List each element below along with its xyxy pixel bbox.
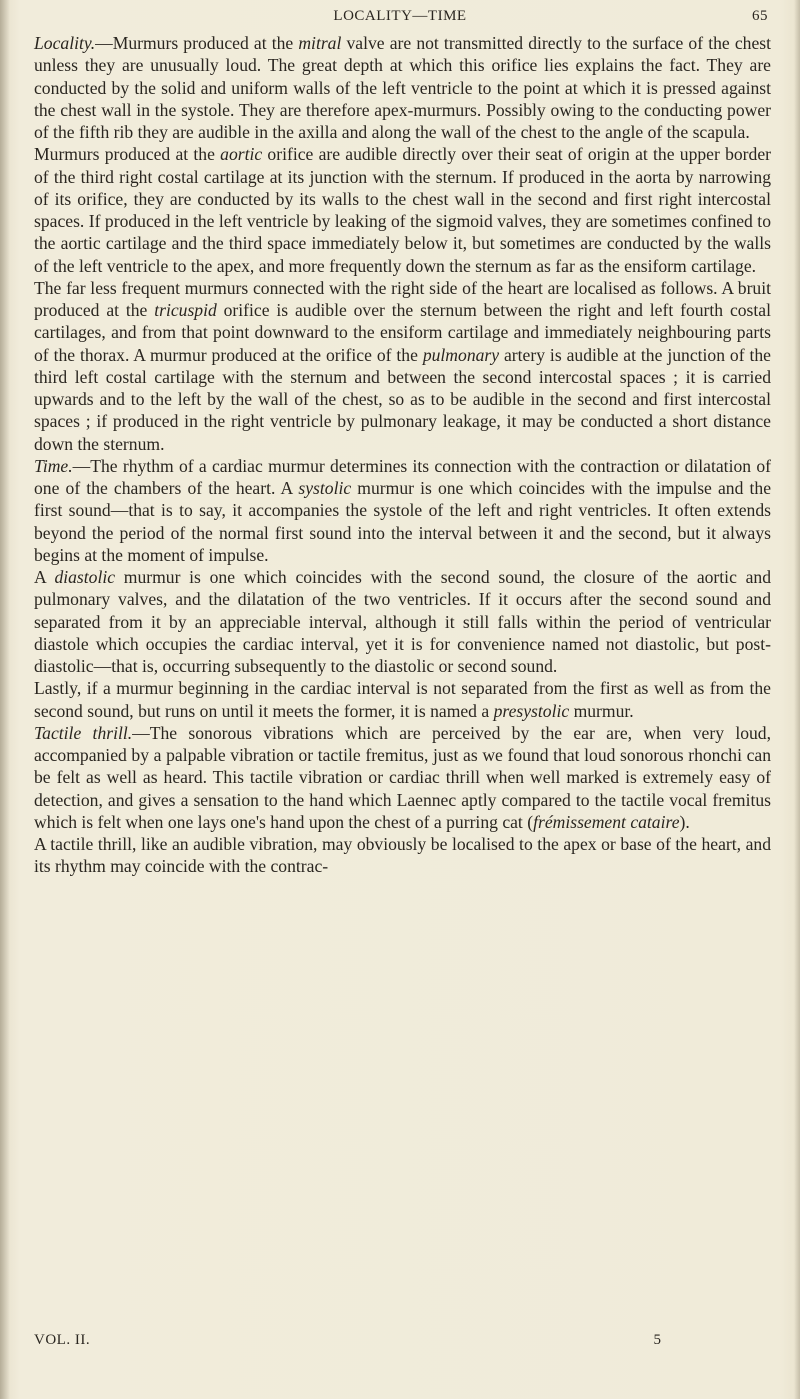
paragraph	[34, 833, 771, 878]
text-run: orifice is audible over the sternum between the right and left fourth costal cartilages, and from that point downward to the ensiform cartilage and immediately neighbouring parts of the thorax. A murmur produced at the orifice of the	[34, 300, 771, 365]
paragraph	[34, 722, 771, 833]
text-run: valve are not transmitted directly to the surface of the chest unless they are unusually loud. The great depth at which this orifice lies explains the fact. They are conducted by the solid and uniform walls of the left ventricle to the point at which it is pressed against the chest wall in the systole. They are therefore apex-murmurs. Possibly owing to the conducting power of the fifth rib they are audible in the axilla and along the wall of the chest to the angle of the scapula.	[34, 33, 771, 142]
signature-mark: 5	[653, 1332, 661, 1348]
page-gutter-shadow	[0, 0, 10, 1399]
italic-run: pulmonary	[422, 344, 500, 365]
text-run: murmur.	[569, 700, 634, 721]
paragraph	[34, 143, 771, 277]
body-text	[34, 32, 771, 878]
italic-run: tricuspid	[154, 300, 217, 320]
paragraph	[34, 277, 771, 455]
text-run: Murmurs produced at the	[34, 144, 221, 165]
page-number: 65	[752, 8, 768, 24]
text-run: murmur is one which coincides with the second sound, the closure of the aortic and pulmonary valves, and the dilatation of the two ventricles. If it occurs after the second sound and separated from it by an appreciable interval, although it still falls within the period of ventricular diastole which occupies the cardiac interval, yet it is for convenience named not diastolic, but post-diastolic—that is, occurring subsequently to the diastolic or second sound.	[34, 567, 771, 676]
running-head	[0, 8, 800, 30]
volume-label: VOL. II.	[34, 1332, 91, 1348]
paragraph	[34, 677, 771, 722]
text-run: ).	[679, 811, 690, 832]
italic-run: Tactile thrill.	[34, 722, 133, 743]
page-edge-shadow	[794, 0, 800, 1399]
text-run: —Murmurs produced at the	[95, 33, 299, 53]
italic-run: Locality.	[34, 33, 96, 53]
italic-run: systolic	[298, 478, 352, 498]
text-run: —The sonorous vibrations which are perceived by the ear are, when very loud, accompanied by a palpable vibration or tactile fremitus, just as we found that loud sonorous rhonchi can be felt as well as heard. This tactile vibration or cardiac thrill when well marked is extremely easy of detection, and gives a sensation to the hand which Laennec aptly compared to the tactile vocal fremitus which is felt when one lays one's hand upon the chest of a purring cat (	[34, 722, 771, 832]
text-run: Lastly, if a murmur beginning in the cardiac interval is not separated from the first as well as from the second sound, but runs on until it meets the former, it is named a	[34, 678, 771, 721]
italic-run: mitral	[298, 33, 342, 53]
paragraph	[34, 455, 771, 566]
italic-run: Time.	[34, 455, 73, 476]
text-run: The far less frequent murmurs connected with the right side of the heart are localised as follows. A bruit produced at the	[34, 277, 771, 320]
text-run: A tactile thrill, like an audible vibration, may obviously be localised to the apex or base of the heart, and its rhythm may coincide with the contrac-	[34, 834, 771, 877]
italic-run: aortic	[220, 144, 263, 165]
paragraph	[34, 32, 771, 143]
paragraph	[34, 566, 771, 677]
page-footer	[34, 1332, 771, 1354]
running-head-title: LOCALITY—TIME	[333, 8, 467, 24]
italic-run: presystolic	[493, 700, 570, 721]
italic-run: diastolic	[54, 567, 116, 587]
text-run: —The rhythm of a cardiac murmur determines its connection with the contraction or dilatation of one of the chambers of the heart. A	[34, 455, 771, 498]
text-run: artery is audible at the junction of the third left costal cartilage with the sternum and between the second intercostal spaces ; it is carried upwards and to the left by the wall of the chest, so as to be audible in the second and first intercostal spaces ; if produced in the right ventricle by pulmonary leakage, it may be conducted a short distance down the sternum.	[34, 344, 771, 454]
text-run: A	[34, 567, 55, 587]
text-run: murmur is one which coincides with the impulse and the first sound—that is to say, it accompanies the systole of the left and right ventricles. It often extends beyond the period of the normal first sound into the interval between it and the second, but it always begins at the moment of impulse.	[34, 478, 771, 565]
italic-run: frémissement cataire	[533, 811, 680, 832]
text-run: orifice are audible directly over their seat of origin at the upper border of the third right costal cartilage at its junction with the sternum. If produced in the aorta by narrowing of its orifice, they are conducted by its walls to the chest wall in the second and first right intercostal spaces. If produced in the left ventricle by leaking of the sigmoid valves, they are sometimes confined to the aortic cartilage and the third space immediately below it, but sometimes are conducted by the walls of the left ventricle to the apex, and more frequently down the sternum as far as the ensiform cartilage.	[34, 144, 772, 276]
